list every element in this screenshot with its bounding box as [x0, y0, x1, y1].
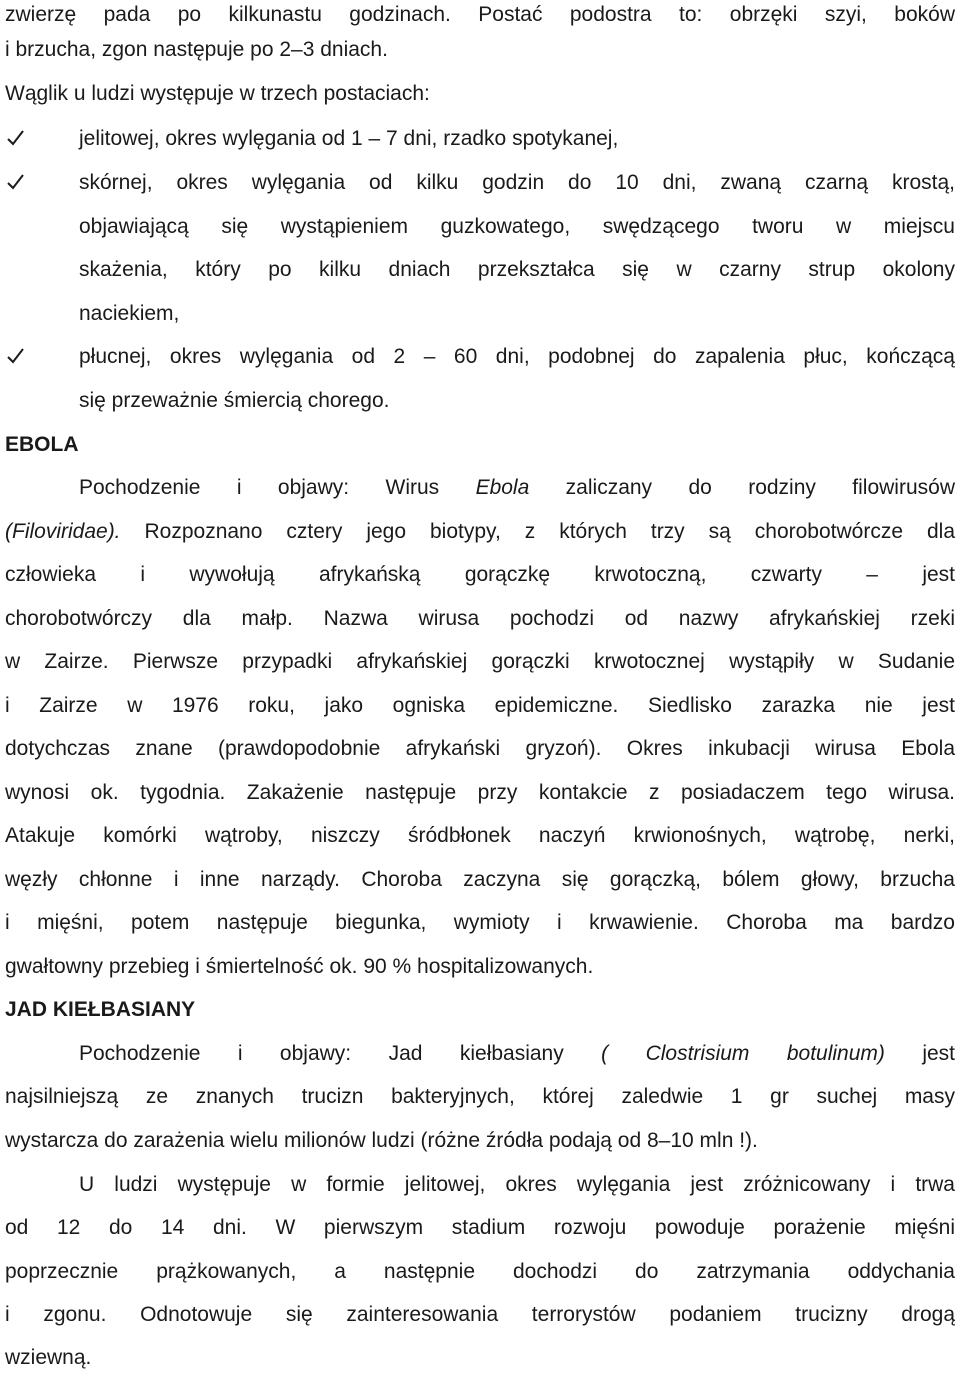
- paragraph-line: wynosi ok. tygodnia. Zakażenie następuje przy kontakcie z posiadaczem tego wirusa.: [5, 781, 955, 804]
- paragraph-line: człowieka i wywołują afrykańską gorączkę krwotoczną, czwarty – jest: [5, 563, 955, 586]
- paragraph-line: wystarcza do zarażenia wielu milionów ludzi (różne źródła podają od 8–10 mln !).: [5, 1129, 758, 1152]
- checkmark-icon: [5, 124, 27, 154]
- paragraph-line: dotychczas znane (prawdopodobnie afrykański gryzoń). Okres inkubacji wirusa Ebola: [5, 737, 955, 760]
- list-item-line: naciekiem,: [79, 302, 180, 325]
- checkmark-icon: [5, 342, 27, 372]
- paragraph-line: od 12 do 14 dni. W pierwszym stadium rozwoju powoduje porażenie mięśni: [5, 1216, 955, 1239]
- paragraph-line: poprzecznie prążkowanych, a następnie dochodzi do zatrzymania oddychania: [5, 1260, 955, 1283]
- paragraph-line: chorobotwórczy dla małp. Nazwa wirusa pochodzi od nazwy afrykańskiej rzeki: [5, 607, 955, 630]
- paragraph-line: wziewną.: [5, 1346, 92, 1369]
- paragraph-line: Pochodzenie i objawy: Wirus Ebola zaliczany do rodziny filowirusów: [79, 476, 955, 499]
- list-item-line: skórnej, okres wylęgania od kilku godzin do 10 dni, zwaną czarną krostą,: [79, 171, 955, 194]
- paragraph-line: Wąglik u ludzi występuje w trzech postaciach:: [5, 82, 430, 105]
- list-item-line: jelitowej, okres wylęgania od 1 – 7 dni, rzadko spotykanej,: [79, 127, 619, 150]
- section-heading-ebola: EBOLA: [5, 433, 79, 456]
- list-item-line: skażenia, który po kilku dniach przekształca się w czarny strup okolony: [79, 258, 955, 281]
- paragraph-line: Pochodzenie i objawy: Jad kiełbasiany ( Clostrisium botulinum) jest: [79, 1042, 956, 1065]
- paragraph-line: i brzucha, zgon następuje po 2–3 dniach.: [5, 38, 388, 61]
- paragraph-line: gwałtowny przebieg i śmiertelność ok. 90 % hospitalizowanych.: [5, 955, 594, 978]
- paragraph-line: w Zairze. Pierwsze przypadki afrykańskiej gorączki krwotocznej wystąpiły w Sudanie: [5, 650, 955, 673]
- paragraph-line: i mięśni, potem następuje biegunka, wymioty i krwawienie. Choroba ma bardzo: [5, 911, 955, 934]
- paragraph-line: (Filoviridae). Rozpoznano cztery jego biotypy, z których trzy są chorobotwórcze dla: [5, 520, 955, 543]
- paragraph-line: U ludzi występuje w formie jelitowej, okres wylęgania jest zróżnicowany i trwa: [79, 1173, 955, 1196]
- paragraph-line: i zgonu. Odnotowuje się zainteresowania terrorystów podaniem trucizny drogą: [5, 1303, 955, 1326]
- paragraph-line: Atakuje komórki wątroby, niszczy śródbłonek naczyń krwionośnych, wątrobę, nerki,: [5, 824, 955, 847]
- list-item-line: objawiającą się wystąpieniem guzkowatego, swędzącego tworu w miejscu: [79, 215, 955, 238]
- paragraph-line: zwierzę pada po kilkunastu godzinach. Postać podostra to: obrzęki szyi, boków: [5, 3, 955, 26]
- list-item-line: płucnej, okres wylęgania od 2 – 60 dni, podobnej do zapalenia płuc, kończącą: [79, 345, 955, 368]
- paragraph-line: węzły chłonne i inne narządy. Choroba zaczyna się gorączką, bólem głowy, brzucha: [5, 868, 955, 891]
- paragraph-line: najsilniejszą ze znanych trucizn bakteryjnych, której zaledwie 1 gr suchej masy: [5, 1085, 955, 1108]
- checkmark-icon: [5, 168, 27, 198]
- list-item-line: się przeważnie śmiercią chorego.: [79, 389, 390, 412]
- paragraph-line: i Zairze w 1976 roku, jako ogniska epidemiczne. Siedlisko zarazka nie jest: [5, 694, 955, 717]
- section-heading-botulism: JAD KIEŁBASIANY: [5, 998, 196, 1021]
